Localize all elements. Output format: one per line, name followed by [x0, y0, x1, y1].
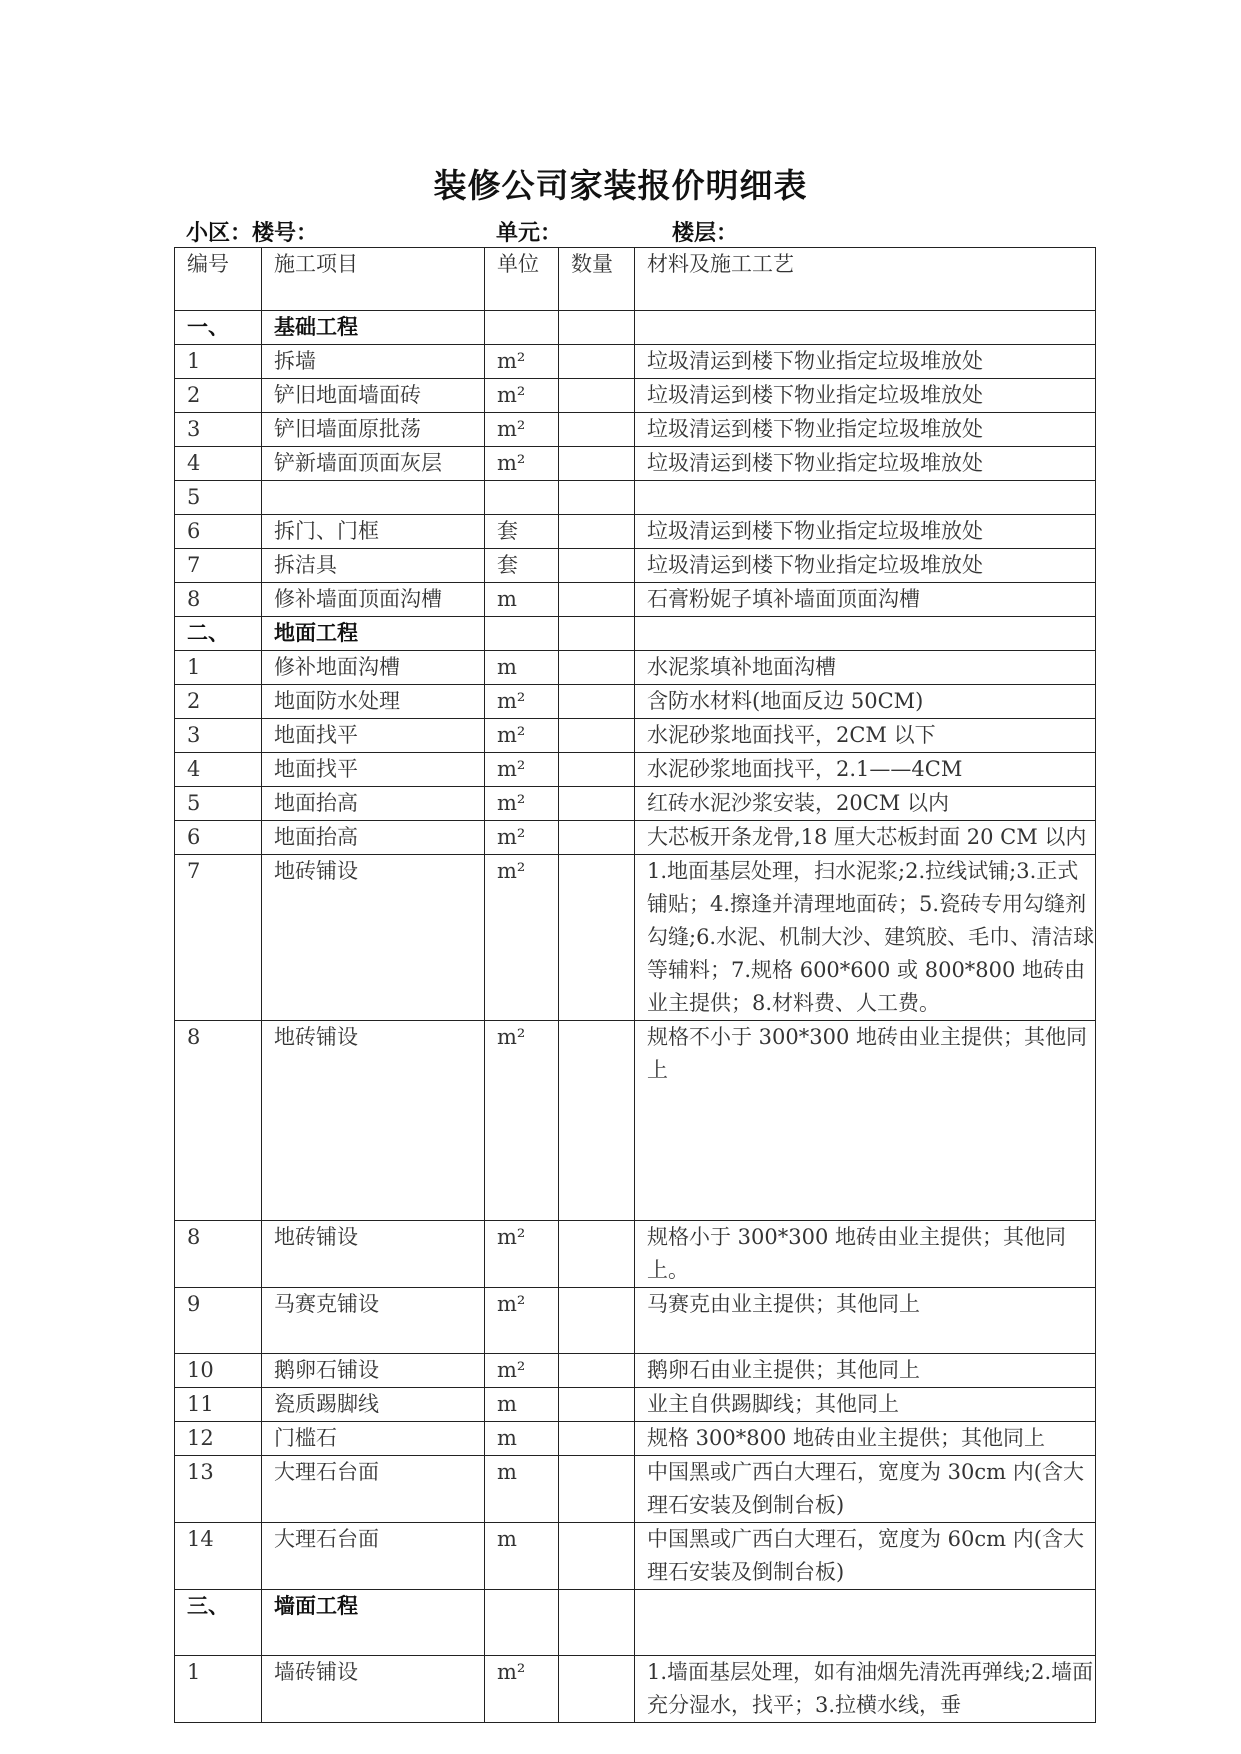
cell-no: 2	[175, 685, 262, 719]
table-row	[175, 685, 1096, 719]
cell-desc: 1.墙面基层处理，如有油烟先清洗再弹线;2.墙面充分湿水，找平；3.拉横水线，垂	[635, 1656, 1096, 1723]
cell-no: 4	[175, 447, 262, 481]
cell-no: 1	[175, 1656, 262, 1723]
cell-qty	[559, 549, 635, 583]
header-desc: 材料及施工工艺	[635, 248, 1096, 311]
cell-item: 地砖铺设	[262, 855, 485, 1021]
cell-desc	[635, 617, 1096, 651]
cell-no: 7	[175, 549, 262, 583]
cell-desc: 鹅卵石由业主提供；其他同上	[635, 1354, 1096, 1388]
page-title: 装修公司家装报价明细表	[433, 166, 808, 205]
cell-item: 地面防水处理	[262, 685, 485, 719]
cell-item: 地面抬高	[262, 821, 485, 855]
table-row	[175, 753, 1096, 787]
table-row	[175, 515, 1096, 549]
cell-desc: 1.地面基层处理，扫水泥浆;2.拉线试铺;3.正式铺贴；4.擦逢并清理地面砖；5.瓷砖专用勾缝剂勾缝;6.水泥、机制大沙、建筑胶、毛巾、清洁球等辅料；7.规格 600*600 或 800*800 地砖由业主提供；8.材料费、人工费。	[635, 855, 1096, 1021]
cell-unit: m²	[485, 1656, 559, 1723]
cell-desc: 垃圾清运到楼下物业指定垃圾堆放处	[635, 413, 1096, 447]
table-row	[175, 1221, 1096, 1288]
cell-qty	[559, 345, 635, 379]
cell-desc: 水泥浆填补地面沟槽	[635, 651, 1096, 685]
cell-desc: 水泥砂浆地面找平，2.1——4CM	[635, 753, 1096, 787]
cell-no: 1	[175, 651, 262, 685]
cell-qty	[559, 1590, 635, 1656]
cell-item: 马赛克铺设	[262, 1288, 485, 1354]
cell-unit: m	[485, 1523, 559, 1590]
cell-unit: m	[485, 651, 559, 685]
cell-qty	[559, 855, 635, 1021]
cell-qty	[559, 1221, 635, 1288]
cell-unit	[485, 481, 559, 515]
cell-qty	[559, 1456, 635, 1523]
section-row	[175, 617, 1096, 651]
cell-unit: m²	[485, 1354, 559, 1388]
cell-qty	[559, 481, 635, 515]
header-unit: 单位	[485, 248, 559, 311]
cell-no: 11	[175, 1388, 262, 1422]
cell-desc	[635, 311, 1096, 345]
cell-item: 瓷质踢脚线	[262, 1388, 485, 1422]
cell-no: 一、	[175, 311, 262, 345]
cell-qty	[559, 617, 635, 651]
cell-unit	[485, 311, 559, 345]
table-row	[175, 821, 1096, 855]
table-row	[175, 1388, 1096, 1422]
cell-item: 拆洁具	[262, 549, 485, 583]
cell-no: 1	[175, 345, 262, 379]
table-row	[175, 787, 1096, 821]
cell-desc: 规格小于 300*300 地砖由业主提供；其他同上。	[635, 1221, 1096, 1288]
quote-table	[174, 247, 1096, 1723]
cell-qty	[559, 1021, 635, 1221]
cell-item: 地面抬高	[262, 787, 485, 821]
table-row	[175, 447, 1096, 481]
cell-qty	[559, 1523, 635, 1590]
cell-desc: 大芯板开条龙骨,18 厘大芯板封面 20 CM 以内	[635, 821, 1096, 855]
table-row	[175, 413, 1096, 447]
cell-unit: m	[485, 1456, 559, 1523]
header-row	[175, 248, 1096, 311]
cell-desc: 红砖水泥沙浆安装，20CM 以内	[635, 787, 1096, 821]
cell-no: 8	[175, 1221, 262, 1288]
cell-desc	[635, 1590, 1096, 1656]
quote-table-body	[175, 248, 1096, 1723]
cell-unit: m²	[485, 685, 559, 719]
cell-no: 13	[175, 1456, 262, 1523]
cell-no: 8	[175, 1021, 262, 1221]
cell-unit: m	[485, 583, 559, 617]
cell-unit	[485, 617, 559, 651]
cell-no: 8	[175, 583, 262, 617]
cell-item: 拆墙	[262, 345, 485, 379]
cell-unit: m²	[485, 379, 559, 413]
cell-item: 地面找平	[262, 719, 485, 753]
cell-qty	[559, 1656, 635, 1723]
cell-desc: 中国黑或广西白大理石，宽度为 30cm 内(含大理石安装及倒制台板)	[635, 1456, 1096, 1523]
cell-desc: 业主自供踢脚线；其他同上	[635, 1388, 1096, 1422]
cell-desc: 中国黑或广西白大理石，宽度为 60cm 内(含大理石安装及倒制台板)	[635, 1523, 1096, 1590]
community-floor-no-label: 小区：楼号：	[186, 221, 319, 246]
table-row	[175, 1288, 1096, 1354]
cell-no: 10	[175, 1354, 262, 1388]
header-no: 编号	[175, 248, 262, 311]
table-row	[175, 651, 1096, 685]
cell-item: 地砖铺设	[262, 1221, 485, 1288]
cell-desc: 垃圾清运到楼下物业指定垃圾堆放处	[635, 345, 1096, 379]
cell-no: 6	[175, 821, 262, 855]
cell-item: 铲旧地面墙面砖	[262, 379, 485, 413]
table-row	[175, 1656, 1096, 1723]
table-row	[175, 855, 1096, 1021]
cell-item: 门槛石	[262, 1422, 485, 1456]
cell-unit: m²	[485, 345, 559, 379]
cell-qty	[559, 753, 635, 787]
cell-item: 修补地面沟槽	[262, 651, 485, 685]
table-row	[175, 1021, 1096, 1221]
cell-unit: m²	[485, 719, 559, 753]
floor-label: 楼层：	[672, 221, 739, 246]
cell-item: 墙面工程	[262, 1590, 485, 1656]
cell-qty	[559, 1288, 635, 1354]
cell-no: 5	[175, 481, 262, 515]
cell-no: 二、	[175, 617, 262, 651]
cell-unit: m	[485, 1422, 559, 1456]
table-row	[175, 1354, 1096, 1388]
table-row	[175, 379, 1096, 413]
cell-desc: 规格 300*800 地砖由业主提供；其他同上	[635, 1422, 1096, 1456]
cell-no: 6	[175, 515, 262, 549]
cell-unit: 套	[485, 549, 559, 583]
cell-unit: m²	[485, 413, 559, 447]
cell-no: 3	[175, 413, 262, 447]
cell-item: 修补墙面顶面沟槽	[262, 583, 485, 617]
cell-no: 5	[175, 787, 262, 821]
cell-unit: m²	[485, 787, 559, 821]
table-row	[175, 481, 1096, 515]
cell-item: 铲旧墙面原批荡	[262, 413, 485, 447]
cell-unit: m²	[485, 447, 559, 481]
table-row	[175, 1523, 1096, 1590]
cell-no: 2	[175, 379, 262, 413]
cell-no: 14	[175, 1523, 262, 1590]
cell-qty	[559, 651, 635, 685]
table-row	[175, 719, 1096, 753]
cell-desc: 水泥砂浆地面找平，2CM 以下	[635, 719, 1096, 753]
cell-desc	[635, 481, 1096, 515]
cell-unit: m²	[485, 1221, 559, 1288]
table-row	[175, 345, 1096, 379]
cell-unit: m²	[485, 1288, 559, 1354]
cell-no: 三、	[175, 1590, 262, 1656]
cell-desc: 垃圾清运到楼下物业指定垃圾堆放处	[635, 515, 1096, 549]
cell-no: 7	[175, 855, 262, 1021]
cell-desc: 规格不小于 300*300 地砖由业主提供；其他同上	[635, 1021, 1096, 1221]
cell-item: 地面找平	[262, 753, 485, 787]
section-row	[175, 311, 1096, 345]
cell-item: 基础工程	[262, 311, 485, 345]
cell-item: 大理石台面	[262, 1456, 485, 1523]
cell-unit: m	[485, 1388, 559, 1422]
header-qty: 数量	[559, 248, 635, 311]
cell-item: 墙砖铺设	[262, 1656, 485, 1723]
cell-item: 大理石台面	[262, 1523, 485, 1590]
cell-qty	[559, 821, 635, 855]
cell-qty	[559, 447, 635, 481]
cell-desc: 含防水材料(地面反边 50CM)	[635, 685, 1096, 719]
table-row	[175, 1422, 1096, 1456]
cell-qty	[559, 379, 635, 413]
cell-qty	[559, 413, 635, 447]
cell-qty	[559, 1388, 635, 1422]
cell-qty	[559, 1422, 635, 1456]
table-row	[175, 549, 1096, 583]
cell-qty	[559, 685, 635, 719]
header-item: 施工项目	[262, 248, 485, 311]
cell-item: 地砖铺设	[262, 1021, 485, 1221]
cell-qty	[559, 1354, 635, 1388]
cell-desc: 石膏粉妮子填补墙面顶面沟槽	[635, 583, 1096, 617]
cell-qty	[559, 787, 635, 821]
cell-unit: 套	[485, 515, 559, 549]
cell-item: 铲新墙面顶面灰层	[262, 447, 485, 481]
cell-no: 3	[175, 719, 262, 753]
unit-label: 单元：	[496, 221, 563, 246]
cell-qty	[559, 719, 635, 753]
cell-unit: m²	[485, 753, 559, 787]
table-row	[175, 1456, 1096, 1523]
cell-item: 鹅卵石铺设	[262, 1354, 485, 1388]
cell-item	[262, 481, 485, 515]
cell-no: 9	[175, 1288, 262, 1354]
cell-qty	[559, 515, 635, 549]
cell-unit: m²	[485, 821, 559, 855]
cell-item: 地面工程	[262, 617, 485, 651]
table-row	[175, 583, 1096, 617]
cell-desc: 垃圾清运到楼下物业指定垃圾堆放处	[635, 549, 1096, 583]
cell-no: 4	[175, 753, 262, 787]
cell-no: 12	[175, 1422, 262, 1456]
section-row	[175, 1590, 1096, 1656]
cell-desc: 马赛克由业主提供；其他同上	[635, 1288, 1096, 1354]
cell-qty	[559, 583, 635, 617]
cell-unit	[485, 1590, 559, 1656]
cell-desc: 垃圾清运到楼下物业指定垃圾堆放处	[635, 447, 1096, 481]
cell-item: 拆门、门框	[262, 515, 485, 549]
cell-qty	[559, 311, 635, 345]
cell-desc: 垃圾清运到楼下物业指定垃圾堆放处	[635, 379, 1096, 413]
cell-unit: m²	[485, 1021, 559, 1221]
cell-unit: m²	[485, 855, 559, 1021]
